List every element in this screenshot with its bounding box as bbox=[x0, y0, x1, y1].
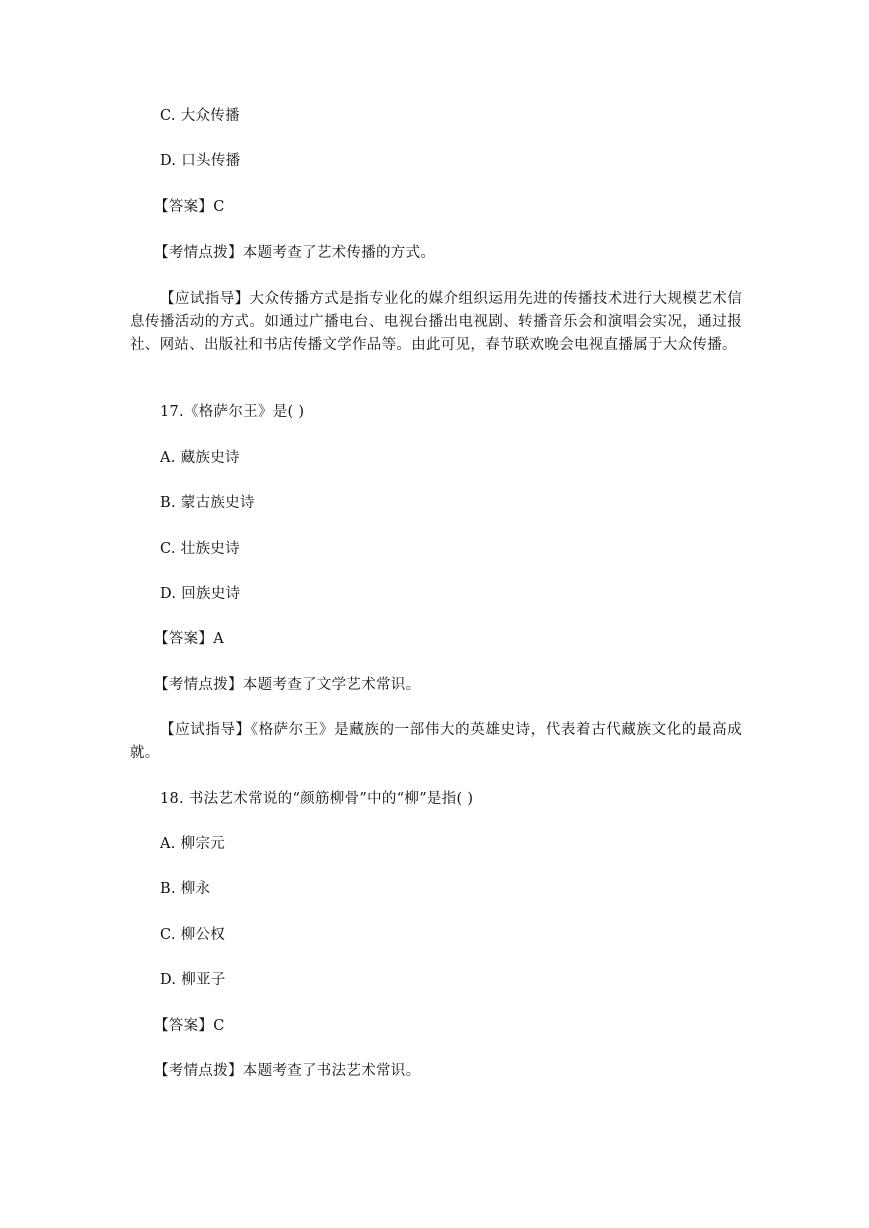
q17-answer: 【答案】A bbox=[154, 631, 224, 647]
question-17: 17.《格萨尔王》是( ) bbox=[160, 404, 305, 420]
exam-point-block1: 【考情点拨】本题考查了艺术传播的方式。 bbox=[154, 245, 436, 261]
q17-exam-guide: 【应试指导】《格萨尔王》是藏族的一部伟大的英雄史诗，代表着古代藏族文化的最高成就。 bbox=[130, 722, 742, 761]
option-d-oral-communication: D. 口头传播 bbox=[160, 153, 241, 169]
answer-block1: 【答案】C bbox=[154, 199, 225, 215]
q18-option-c: C. 柳公权 bbox=[160, 927, 226, 943]
q17-option-a: A. 藏族史诗 bbox=[160, 450, 240, 466]
q17-exam-point: 【考情点拨】本题考查了文学艺术常识。 bbox=[154, 677, 421, 693]
q18-option-a: A. 柳宗元 bbox=[160, 836, 225, 852]
exam-guide-block1: 【应试指导】大众传播方式是指专业化的媒介组织运用先进的传播技术进行大规模艺术信息传播活动的方式。如通过广播电台、电视台播出电视剧、转播音乐会和演唱会实况，通过报社、网站、出版社和书店传播文学作品等。由此可见，春节联欢晚会电视直播属于大众传播。 bbox=[130, 291, 742, 353]
q17-option-d: D. 回族史诗 bbox=[160, 586, 241, 602]
q18-option-b: B. 柳永 bbox=[160, 881, 211, 897]
option-c-mass-communication: C. 大众传播 bbox=[160, 108, 240, 124]
question-18: 18. 书法艺术常说的“颜筋柳骨”中的“柳”是指( ) bbox=[160, 791, 474, 807]
q17-option-b: B. 蒙古族史诗 bbox=[160, 495, 255, 511]
q18-answer: 【答案】C bbox=[154, 1018, 225, 1034]
q18-option-d: D. 柳亚子 bbox=[160, 972, 226, 988]
q17-option-c: C. 壮族史诗 bbox=[160, 541, 240, 557]
q18-exam-point: 【考情点拨】本题考查了书法艺术常识。 bbox=[154, 1063, 421, 1079]
